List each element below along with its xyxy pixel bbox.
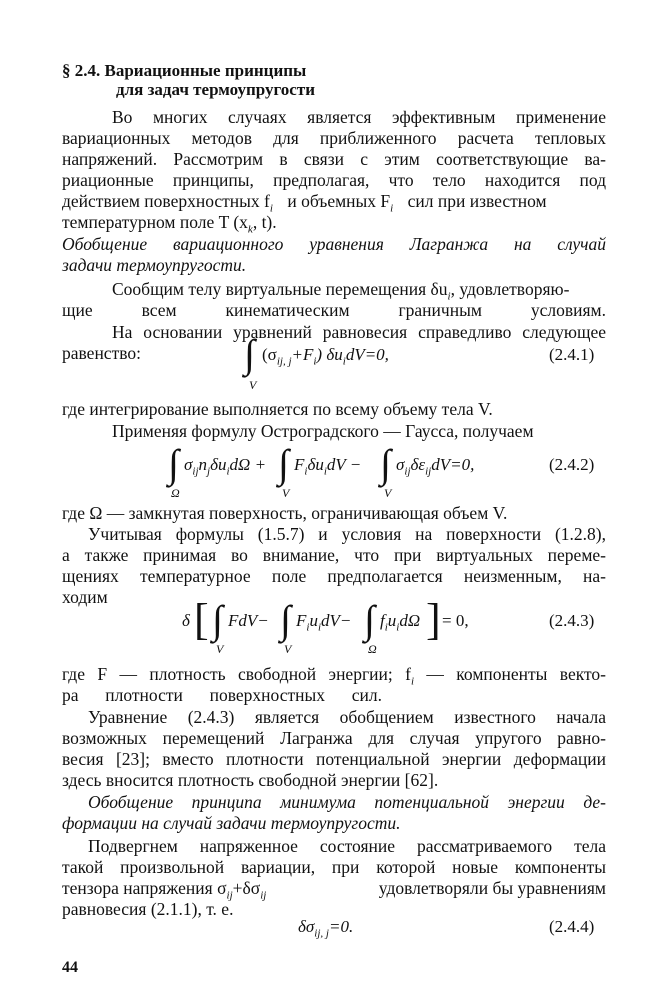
subscript: i bbox=[447, 290, 451, 303]
text-fragment: действием поверхностных f bbox=[62, 191, 270, 211]
right-bracket: ] bbox=[426, 595, 441, 644]
subscript: i bbox=[390, 202, 394, 215]
subscript: k bbox=[247, 223, 253, 236]
text-line: вариационных методов для приближенного расчета тепловых bbox=[62, 128, 606, 148]
subscript: i bbox=[342, 355, 346, 368]
eq-term: +F bbox=[291, 345, 314, 364]
equation-number: (2.4.1) bbox=[549, 345, 595, 364]
integral-limit: V bbox=[216, 642, 224, 656]
text-fragment: , t). bbox=[252, 212, 277, 232]
section-heading-line2: для задач термоупругости bbox=[116, 80, 315, 99]
eq-term: δσ bbox=[298, 917, 315, 936]
eq-term: δε bbox=[410, 455, 426, 474]
eq-term: =0. bbox=[328, 917, 354, 936]
equation-term bbox=[380, 610, 420, 638]
subscript: i bbox=[323, 465, 327, 478]
equation-number: (2.4.4) bbox=[549, 917, 595, 936]
text-fragment: — компоненты векто- bbox=[426, 664, 607, 684]
eq-term: F bbox=[294, 455, 305, 474]
subscript: i bbox=[313, 355, 317, 368]
left-bracket: [ bbox=[194, 595, 209, 644]
text-line: где Ω — замкнутая поверхность, ограничивающая объем V. bbox=[62, 503, 508, 523]
italic-subtitle-line: задачи термоупругости. bbox=[62, 255, 247, 275]
text-line: равенство: bbox=[62, 343, 141, 363]
equation-term: FdV− bbox=[228, 611, 269, 630]
equation-body bbox=[262, 344, 389, 372]
text-fragment: удовлетворяли бы уравнениям bbox=[378, 878, 606, 898]
eq-term: σ bbox=[184, 455, 193, 474]
eq-term: σ bbox=[396, 455, 405, 474]
subscript: ij bbox=[226, 889, 233, 902]
eq-term: dΩ bbox=[399, 611, 421, 630]
integral-limit: V bbox=[284, 642, 292, 656]
text-fragment: где F — плотность свободной энергии; f bbox=[62, 664, 411, 684]
text-fragment: сил при известном bbox=[407, 191, 547, 211]
text-line: равновесия (2.1.1), т. е. bbox=[62, 899, 234, 919]
text-line: здесь вносится плотность свободной энергии [62]. bbox=[62, 770, 439, 790]
text-line: щениях температурное поле предполагается неизменным, на- bbox=[62, 566, 606, 586]
eq-term: u bbox=[387, 611, 397, 630]
equation-body bbox=[298, 916, 353, 944]
text-line: Применяя формулу Остроградского — Гаусса, получаем bbox=[112, 421, 534, 441]
italic-subtitle-line: формации на случай задачи термоупругости. bbox=[62, 813, 401, 833]
text-line: щие всем кинематическим граничным условиям. bbox=[62, 300, 606, 320]
eq-term: n bbox=[198, 455, 208, 474]
eq-term: dV=0, bbox=[431, 455, 475, 474]
text-line: возможных перемещений Лагранжа для случая упругого равно- bbox=[62, 728, 606, 748]
integral-sign: ∫ bbox=[212, 597, 223, 642]
integral-sign: ∫ bbox=[364, 597, 375, 642]
text-line: На основании уравнений равновесия справедливо следующее bbox=[112, 322, 606, 342]
subscript: i bbox=[269, 202, 273, 215]
subscript: i bbox=[410, 675, 415, 688]
text-fragment: тензора напряжения σ bbox=[62, 878, 227, 898]
text-fragment: и объемных F bbox=[287, 191, 391, 211]
eq-term: dV=0, bbox=[345, 345, 389, 364]
text-line: Учитывая формулы (1.5.7) и условия на поверхности (1.2.8), bbox=[88, 524, 606, 544]
text-line: Во многих случаях является эффективным применение bbox=[112, 107, 606, 127]
eq-term: dΩ + bbox=[229, 455, 267, 474]
variation-delta: δ bbox=[182, 611, 190, 630]
text-line: напряжений. Рассмотрим в связи с этим соответствующие ва- bbox=[62, 149, 606, 169]
subscript: j bbox=[207, 465, 211, 478]
page-number: 44 bbox=[62, 959, 78, 976]
text-fragment: Сообщим телу виртуальные перемещения δu bbox=[112, 279, 448, 299]
equation-term: = 0, bbox=[442, 611, 469, 630]
subscript: i bbox=[396, 621, 400, 634]
subscript: i bbox=[226, 465, 230, 478]
text-line: весия [23]; вместо плотности потенциальной энергии деформации bbox=[62, 749, 606, 769]
section-heading-line1: § 2.4. Вариационные принципы bbox=[62, 61, 307, 80]
eq-term: f bbox=[380, 611, 385, 630]
text-line: а также принимая во внимание, что при виртуальных переме- bbox=[62, 545, 606, 565]
eq-term: (σ bbox=[262, 345, 277, 364]
integral-limit: Ω bbox=[171, 486, 180, 500]
equation-number: (2.4.2) bbox=[549, 455, 595, 474]
integral-limit: V bbox=[384, 486, 392, 500]
integral-limit: Ω bbox=[368, 642, 377, 656]
eq-term: dV− bbox=[321, 611, 352, 630]
integral-sign: ∫ bbox=[380, 441, 391, 486]
text-line: ра плотности поверхностных сил. bbox=[62, 685, 382, 705]
subscript: ij bbox=[425, 465, 432, 478]
subscript: i bbox=[317, 621, 322, 634]
integral-sign: ∫ bbox=[278, 441, 289, 486]
text-line: такой произвольной вариации, при которой новые компоненты bbox=[62, 857, 606, 877]
italic-subtitle-line: Обобщение принципа минимума потенциальной энергии де- bbox=[88, 792, 606, 812]
subscript: ij, j bbox=[314, 927, 329, 940]
text-fragment: , удовлетворяю- bbox=[450, 279, 570, 299]
integral-sign: ∫ bbox=[244, 331, 255, 376]
eq-term: u bbox=[309, 611, 318, 630]
eq-term: δu bbox=[307, 455, 324, 474]
text-line: риационные принципы, предполагая, что тело находится под bbox=[62, 170, 606, 190]
text-fragment: +δσ bbox=[232, 878, 261, 898]
italic-subtitle-line: Обобщение вариационного уравнения Лагранжа на случай bbox=[62, 234, 606, 254]
subscript: ij, j bbox=[276, 355, 292, 368]
integral-sign: ∫ bbox=[280, 597, 291, 642]
subscript: i bbox=[306, 621, 310, 634]
eq-term: ) δu bbox=[316, 345, 343, 364]
text-line: где интегрирование выполняется по всему объему тела V. bbox=[62, 399, 493, 419]
subscript: ij bbox=[404, 465, 411, 478]
subscript: ij bbox=[192, 465, 199, 478]
integral-limit: V bbox=[282, 486, 290, 500]
subscript: ij bbox=[260, 889, 267, 902]
text-fragment: температурном поле T (x bbox=[62, 212, 248, 232]
integral-limit: V bbox=[249, 378, 257, 392]
equation-term bbox=[294, 454, 361, 482]
integral-sign: ∫ bbox=[168, 441, 179, 486]
equation-number: (2.4.3) bbox=[549, 611, 595, 630]
subscript: i bbox=[384, 621, 388, 634]
text-line: ходим bbox=[62, 587, 108, 607]
equation-term bbox=[184, 454, 266, 482]
text-line: Подвергнем напряженное состояние рассматриваемого тела bbox=[88, 836, 606, 856]
eq-term: δu bbox=[210, 455, 227, 474]
eq-term: dV − bbox=[326, 455, 362, 474]
text-line: Уравнение (2.4.3) является обобщением известного начала bbox=[88, 707, 606, 727]
equation-term bbox=[296, 610, 351, 638]
subscript: i bbox=[304, 465, 308, 478]
eq-term: F bbox=[296, 611, 307, 630]
equation-term bbox=[396, 454, 474, 482]
